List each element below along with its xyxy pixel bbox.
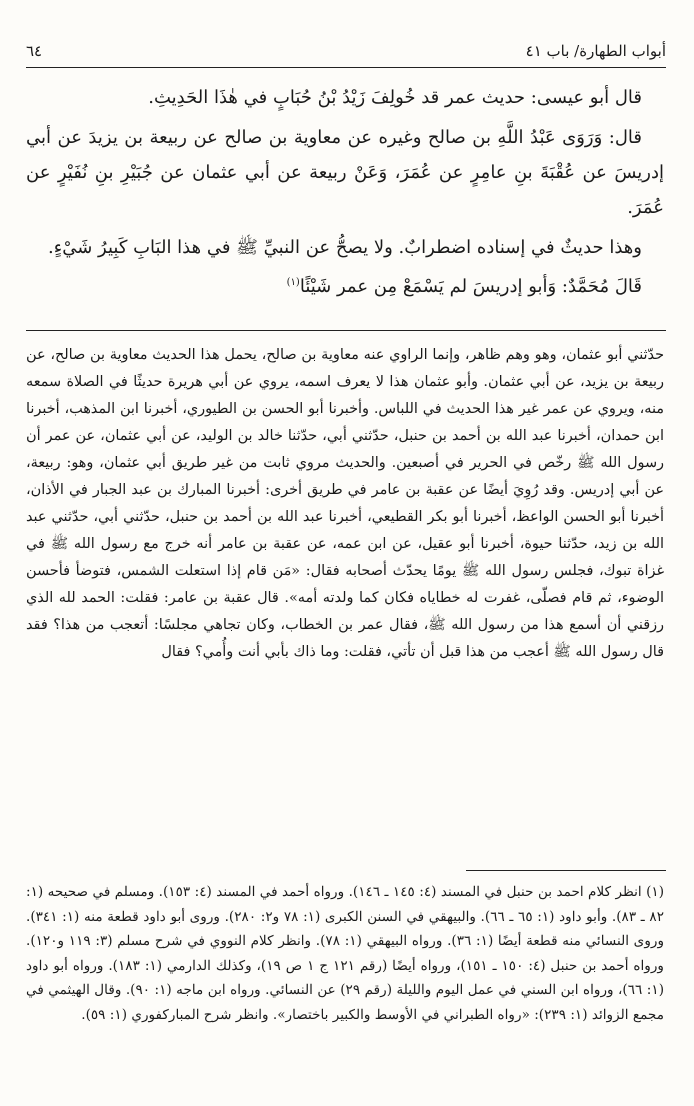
running-title: أبواب الطهارة/ باب ٤١ — [525, 42, 666, 60]
page-number: ٦٤ — [26, 42, 43, 60]
main-paragraph-3: وهذا حديثٌ في إسناده اضطرابٌ. ولا يصحُّ عن النبيِّ ﷺ في هذا البَابِ كَبِيرُ شَيْءٍ. — [48, 237, 642, 258]
footnotes — [26, 880, 664, 1027]
main-text — [26, 80, 664, 304]
page-header — [26, 38, 666, 64]
main-paragraph-2: قال: وَرَوَى عَبْدُ اللَّهِ بن صالح وغيره عن معاوية بن صالح عن ربيعة بن يزيدَ عن أبي إدريسَ عن عُقْبَةَ بنِ عامِرٍ عن عُمَرَ، وَعَنْ ربيعة عن أبي عثمان عن جُبَيْرِ بنِ نُفَيْرٍ عن عُمَرَ. — [26, 127, 664, 218]
footnote-reference: (١) — [286, 277, 300, 288]
main-paragraph-1: قال أبو عيسى: حديث عمر قد خُولِفَ زَيْدُ بْنُ حُبَابٍ في هٰذَا الحَدِيثِ. — [148, 87, 642, 108]
commentary-paragraph: حدّثني أبو عثمان، وهو وهم ظاهر، وإنما الراوي عنه معاوية بن صالح، يحمل هذا الحديث معاوية بن صالح، عن ربيعة بن يزيد، عن أبي عثمان. وأبو عثمان هذا لا يعرف اسمه، يروي عن أبي هريرة حديثًا في الصلاة سمعه منه، ويروي عن عمر غير هذا الحديث في اللباس. وأخبرنا أبو الحسن بن الطيوري، أخبرنا ابن المذهب، أخبرنا ابن حمدان، أخبرنا عبد الله بن أحمد بن حنبل، حدّثني أبي، حدّثنا خالد بن الوليد، عن أبي عثمان، عن عمر أن رسول الله ﷺ رخّص في الحرير في أصبعين. والحديث مروي ثابت من غير طريق أبي عثمان، وهو: ربيعة، عن أبي إدريس. وقد رُوِيَ أيضًا عن عقبة بن عامر في طريق أخرى: أخبرنا المبارك بن عبد الجبار في الأذان، أخبرنا أبو الحسن الواعظ، أخبرنا أبو بكر القطيعي، أخبرنا عبد الله بن أحمد بن حنبل، حدّثني أبي، حدّثني عبد الله بن زيد، حدّثنا حيوة، أخبرنا أبو عقيل، عن ابن عمه، عن عقبة بن عامر أنه خرج مع رسول الله ﷺ في غزاة تبوك، فجلس رسول الله ﷺ يومًا يحدّث أصحابه فقال: «مَن قام إذا استعلت الشمس، فتوضأ فأحسن الوضوء، ثم قام فصلّى، غفرت له خطاياه فكان كما ولدته أمه». قال عقبة بن عامر: فقلت: الحمد لله الذي رزقني أن أسمع هذا من رسول الله ﷺ، فقال عمر بن الخطاب، وكان تجاهي مجلسًا: أتعجب من هذا؟ فقد قال رسول الله ﷺ أعجب من هذا قبل أن تأتي، فقلت: وما ذاك بأبي أنت وأُمي؟ فقال — [26, 347, 664, 660]
header-rule — [26, 67, 666, 68]
footnote-rule — [466, 870, 666, 871]
section-separator — [26, 330, 666, 331]
main-paragraph-4 — [26, 265, 664, 304]
commentary-text — [26, 342, 664, 666]
main-paragraph-4-text: قَالَ مُحَمَّدٌ: وَأبو إدريسَ لم يَسْمَعْ مِن عمر شَيْئًا — [299, 276, 642, 297]
footnote-1: (١) انظر كلام احمد بن حنبل في المسند (٤: ١٤٥ ـ ١٤٦). ورواه أحمد في المسند (٤: ١٥٣). ومسلم في صحيحه (١: ٨٢ ـ ٨٣). وأبو داود (١: ٦٥ ـ ٦٦). والبيهقي في السنن الكبرى (١: ٧٨ و٢: ٢٨٠). وروى أبو داود قطعة منه (١: ٣٤١). وروى النسائي منه قطعة أيضًا (١: ٣٦). ورواه البيهقي (١: ٧٨). وانظر كلام النووي في شرح مسلم (٣: ١١٩ و١٢٠). ورواه أحمد بن حنبل (٤: ١٥٠ ـ ١٥١)، ورواه أيضًا (رقم ١٢١ ج ١ ص ١٩)، وكذلك الدارمي (١: ١٨٣). ورواه أبو داود (١: ٦٦)، ورواه ابن السني في عمل اليوم والليلة (رقم ٢٩) عن النسائي. ورواه ابن ماجه (١: ٩٠). وقال الهيثمي في مجمع الزوائد (١: ٢٣٩): «رواه الطبراني في الأوسط والكبير باختصار». وانظر شرح المباركفوري (١: ٥٩). — [26, 884, 665, 1023]
